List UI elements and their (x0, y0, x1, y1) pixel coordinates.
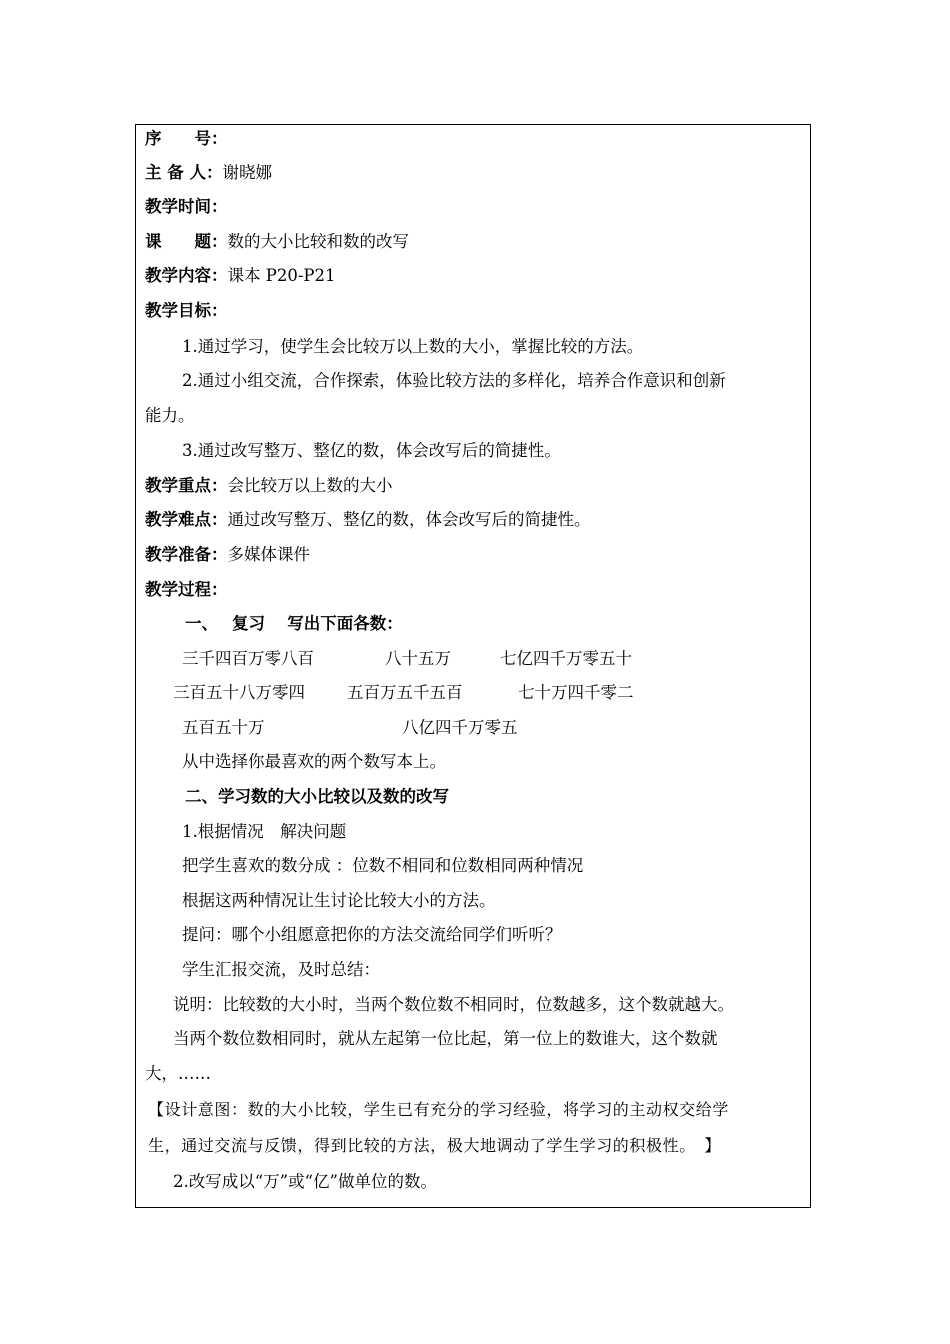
design-intent-line-1: 【设计意图：数的大小比较，学生已有充分的学习经验，将学习的主动权交给学 (148, 1100, 730, 1119)
topic-label: 课 题： (145, 232, 228, 251)
process-label: 教学过程： (145, 580, 228, 599)
time-label: 教学时间： (145, 197, 228, 216)
number-item: 八亿四千万零五 (402, 718, 518, 737)
objectives-row (145, 300, 228, 322)
key-points-label: 教学重点： (145, 476, 228, 495)
objective-2-line-1: 2.通过小组交流，合作探索，体验比较方法的多样化，培养合作意识和创新 (182, 371, 726, 390)
objectives-label: 教学目标： (145, 301, 228, 320)
number-item: 五百五十万 (182, 718, 265, 737)
preparer-row (145, 162, 272, 184)
number-item: 三千四百万零八百 (182, 649, 314, 668)
preparer-value: 谢晓娜 (222, 163, 272, 182)
preparer-label: 主 备 人： (145, 163, 223, 182)
objective-1: 1.通过学习，使学生会比较万以上数的大小，掌握比较的方法。 (182, 337, 644, 356)
time-row (145, 196, 228, 218)
content-label: 教学内容： (145, 266, 228, 285)
difficulties-label: 教学难点： (145, 510, 228, 529)
design-intent-line-2: 生，通过交流与反馈，得到比较的方法，极大地调动了学生学习的积极性。 】 (148, 1136, 722, 1155)
difficulties-value: 通过改写整万、整亿的数，体会改写后的简捷性。 (227, 510, 591, 529)
section-2-heading: 二、学习数的大小比较以及数的改写 (185, 787, 449, 806)
objective-2-line-2: 能力。 (145, 406, 195, 425)
key-points-value: 会比较万以上数的大小 (227, 476, 393, 495)
content-value: 课本 P20-P21 (227, 266, 336, 285)
objective-3: 3.通过改写整万、整亿的数，体会改写后的简捷性。 (182, 441, 561, 460)
question: 提问：哪个小组愿意把你的方法交流给同学们听听？ (182, 925, 562, 944)
topic-row (145, 231, 409, 253)
step-1: 1.根据情况 解决问题 (182, 822, 347, 841)
section-1-heading: 一、 复习 写出下面各数： (185, 614, 403, 633)
serial-label: 序 号： (145, 129, 228, 148)
number-item: 三百五十八万零四 (173, 683, 305, 702)
explanation-2-line-2: 大，…… (145, 1064, 211, 1083)
number-item: 七十万四千零二 (518, 683, 634, 702)
choose-instruction: 从中选择你最喜欢的两个数写本上。 (182, 752, 446, 771)
student-report: 学生汇报交流，及时总结： (182, 960, 380, 979)
key-points-row (145, 475, 393, 497)
explanation-1: 说明：比较数的大小时，当两个数位数不相同时，位数越多，这个数就越大。 (173, 995, 734, 1014)
explanation-2-line-1: 当两个数位数相同时，就从左起第一位比起，第一位上的数谁大，这个数就 (173, 1029, 718, 1048)
split-cases: 把学生喜欢的数分成 ：位数不相同和位数相同两种情况 (182, 856, 584, 875)
difficulties-row (145, 509, 591, 531)
topic-value: 数的大小比较和数的改写 (227, 232, 409, 251)
number-item: 八十五万 (385, 649, 451, 668)
preparation-value: 多媒体课件 (227, 545, 310, 564)
step-2: 2.改写成以“万”或“亿”做单位的数。 (173, 1172, 437, 1191)
preparation-label: 教学准备： (145, 545, 228, 564)
process-row (145, 579, 228, 601)
serial-row (145, 128, 228, 150)
number-item: 七亿四千万零五十 (500, 649, 632, 668)
content-row (145, 265, 336, 287)
discuss-methods: 根据这两种情况让生讨论比较大小的方法。 (182, 891, 496, 910)
number-item: 五百万五千五百 (347, 683, 463, 702)
preparation-row (145, 544, 310, 566)
